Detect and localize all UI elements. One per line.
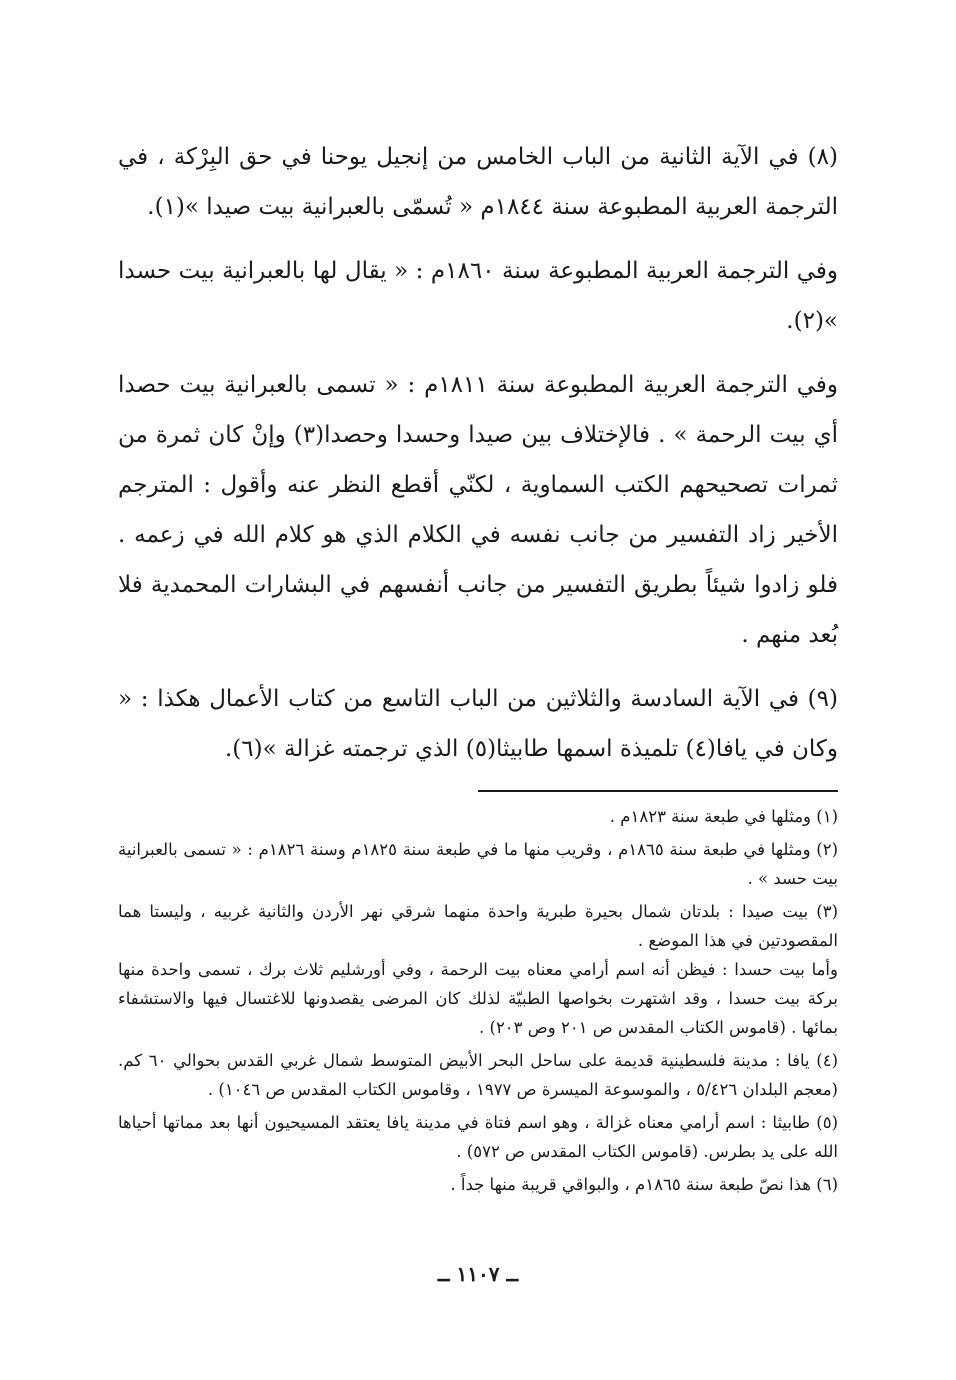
page-number: ــ ١١٠٧ ــ — [437, 1262, 519, 1286]
page-content — [118, 132, 838, 1199]
footnote-divider — [478, 790, 838, 792]
footnote-3-continued: وأما بيت حسدا : فيظن أنه اسم أرامي معناه بيت الرحمة ، وفي أورشليم ثلاث برك ، تسمى واحدة منها بركة بيت حسدا ، وقد اشتهرت بخواصها الطبيّة لذلك كان المرضى يقصدونها للاغتسال فيها والاستشفاء بمائها . (قاموس الكتاب المقدس ص ٢٠١ وص ٢٠٣) . — [118, 960, 838, 1037]
footnotes — [118, 802, 838, 1199]
paragraph-1860-translation: وفي الترجمة العربية المطبوعة سنة ١٨٦٠م : « يقال لها بالعبرانية بيت حسدا »(٢). — [118, 258, 838, 334]
paragraph-verse-8: (٨) في الآية الثانية من الباب الخامس من إنجيل يوحنا في حق البِرْكة ، في الترجمة العربية المطبوعة سنة ١٨٤٤م « تُسمّى بالعبرانية بيت صيدا »(١). — [118, 144, 838, 220]
footnote-1: (١) ومثلها في طبعة سنة ١٨٢٣م . — [609, 807, 838, 826]
paragraph-1811-translation: وفي الترجمة العربية المطبوعة سنة ١٨١١م : « تسمى بالعبرانية بيت حصدا أي بيت الرحمة » . فالإختلاف بين صيدا وحسدا وحصدا(٣) وإنْ كان ثمرة من ثمرات تصحيحهم الكتب السماوية ، لكنّي أقطع النظر عنه وأقول : المترجم الأخير زاد التفسير من جانب نفسه في الكلام الذي هو كلام الله في زعمه . فلو زادوا شيئاً بطريق التفسير من جانب أنفسهم في البشارات المحمدية فلا بُعد منهم . — [118, 372, 838, 648]
footnote-5: (٥) طابيثا : اسم أرامي معناه غزالة ، وهو اسم فتاة في مدينة يافا يعتقد المسيحيون أنها بعد مماتها أحياها الله على يد بطرس. (قاموس الكتاب المقدس ص ٥٧٢) . — [118, 1113, 838, 1161]
footnote-4: (٤) يافا : مدينة فلسطينية قديمة على ساحل البحر الأبيض المتوسط شمال غربي القدس بحوالي ٦٠ كم. (معجم البلدان ٥/٤٢٦ ، والموسوعة الميسرة ص ١٩٧٧ ، وقاموس الكتاب المقدس ص ١٠٤٦) . — [118, 1051, 839, 1099]
footnote-3: (٣) بيت صيدا : بلدتان شمال بحيرة طبرية واحدة منهما شرقي نهر الأردن والثانية غربيه ، وليستا هما المقصودتين في هذا الموضع . — [118, 902, 838, 950]
main-text — [118, 132, 838, 774]
footnote-6: (٦) هذا نصّ طبعة سنة ١٨٦٥م ، والبواقي قريبة منها جداً . — [450, 1175, 838, 1194]
footnote-2: (٢) ومثلها في طبعة سنة ١٨٦٥م ، وقريب منها ما في طبعة سنة ١٨٢٥م وسنة ١٨٢٦م : « تسمى بالعبرانية بيت حسد » . — [118, 840, 838, 888]
paragraph-verse-9: (٩) في الآية السادسة والثلاثين من الباب التاسع من كتاب الأعمال هكذا : « وكان في يافا(٤) تلميذة اسمها طابيثا(٥) الذي ترجمته غزالة »(٦). — [118, 686, 838, 762]
